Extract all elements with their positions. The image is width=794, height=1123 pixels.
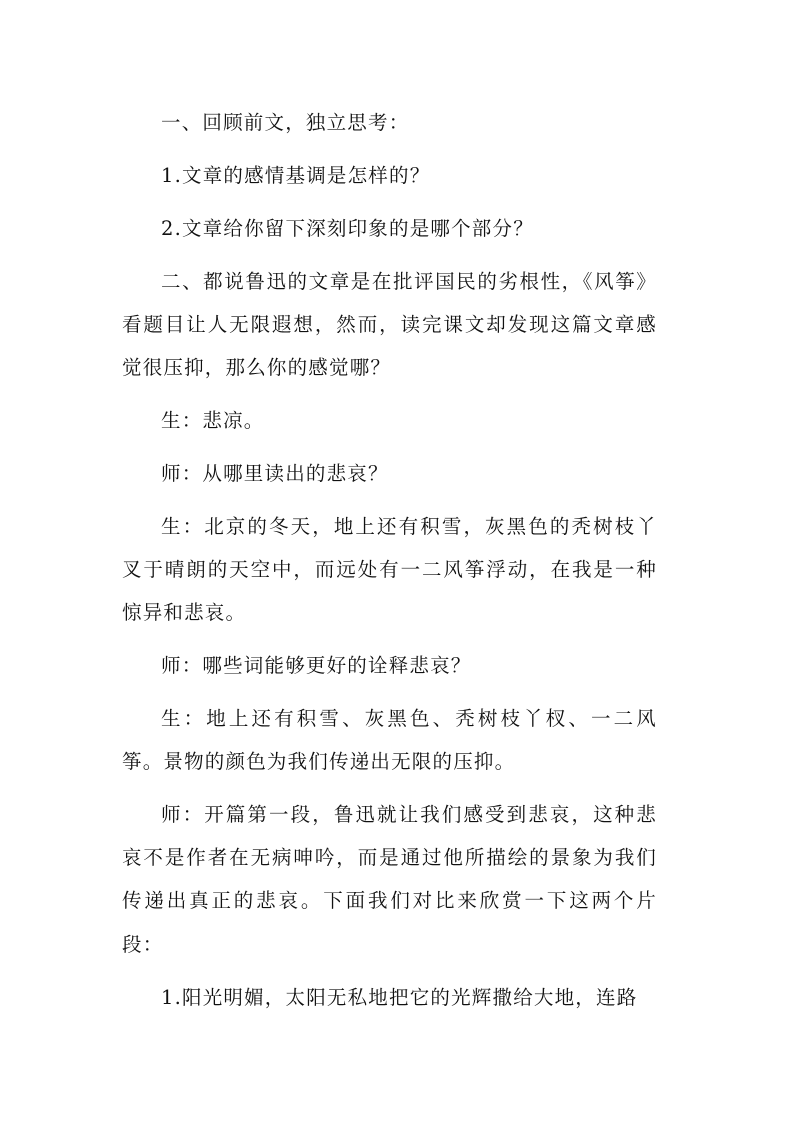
paragraph-teacher-commentary: 师：开篇第一段，鲁迅就让我们感受到悲哀，这种悲哀不是作者在无病呻吟，而是通过他所描绘的景象为我们传递出真正的悲哀。下面我们对比来欣赏一下这两个片段： <box>122 803 657 956</box>
paragraph-student-answer-2: 生：北京的冬天，地上还有积雪，灰黑色的秃树枝丫叉于晴朗的天空中，而远处有一二风筝浮动，在我是一种惊异和悲哀。 <box>122 514 657 625</box>
paragraph-question-2: 2.文章给你留下深刻印象的是哪个部分？ <box>161 216 534 240</box>
paragraph-student-answer-1: 生：悲凉。 <box>161 408 265 432</box>
paragraph-excerpt-1: 1.阳光明媚，太阳无私地把它的光辉撒给大地，连路 <box>161 985 638 1009</box>
paragraph-teacher-question-2: 师：哪些词能够更好的诠释悲哀？ <box>161 654 472 678</box>
paragraph-review-heading: 一、回顾前文，独立思考： <box>161 111 410 134</box>
document-body <box>122 101 657 1028</box>
paragraph-teacher-question-1: 师：从哪里读出的悲哀？ <box>161 461 389 485</box>
paragraph-question-1: 1.文章的感情基调是怎样的？ <box>161 163 431 187</box>
paragraph-section-2-intro: 二、都说鲁迅的文章是在批评国民的劣根性，《风筝》看题目让人无限遐想，然而，读完课文却发现这篇文章感觉很压抑，那么你的感觉哪？ <box>122 269 657 380</box>
paragraph-student-answer-3: 生：地上还有积雪、灰黑色、秃树枝丫杈、一二风筝。景物的颜色为我们传递出无限的压抑。 <box>122 706 657 774</box>
